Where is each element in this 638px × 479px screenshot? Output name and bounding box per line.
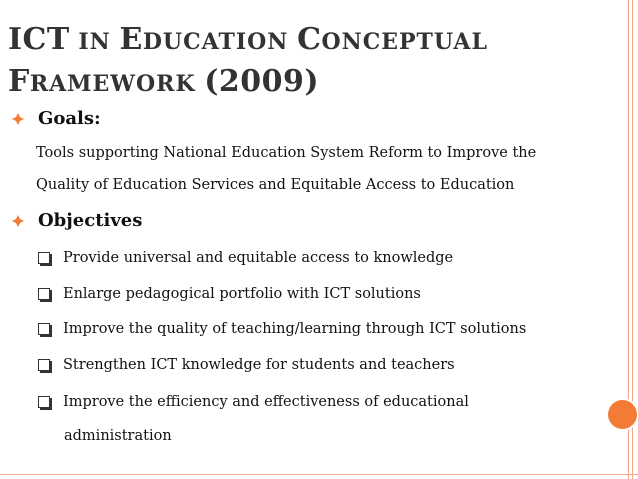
- title-part: E: [119, 22, 143, 57]
- decorative-circle-icon: [608, 400, 637, 429]
- diamond-bullet-icon: [12, 113, 24, 125]
- frame-bottom-line: [0, 474, 638, 475]
- objectives-heading: Objectives: [38, 210, 143, 231]
- objective-text: Provide universal and equitable access to knowledge: [63, 250, 454, 266]
- objective-item: [38, 286, 421, 302]
- objective-item: [38, 250, 453, 266]
- objective-item: [38, 357, 455, 373]
- title-part: (2009): [204, 64, 320, 99]
- title-part: DUCATION: [142, 29, 298, 55]
- objective-text: Enlarge pedagogical portfolio with ICT solutions: [63, 286, 421, 302]
- square-bullet-icon: [38, 359, 50, 371]
- objective-item: [38, 321, 526, 337]
- title-part: C: [297, 22, 322, 57]
- diamond-bullet-icon: [12, 215, 24, 227]
- slide-title: [8, 20, 598, 104]
- title-part: ONCEPTUAL: [321, 29, 488, 55]
- objective-text: Strengthen ICT knowledge for students and teachers: [63, 357, 455, 373]
- goals-heading: Goals:: [38, 108, 101, 129]
- title-part: IN: [69, 29, 120, 55]
- square-bullet-icon: [38, 252, 50, 264]
- objective-item: [38, 394, 469, 410]
- title-part: F: [8, 64, 30, 99]
- square-bullet-icon: [38, 288, 50, 300]
- goals-bullet: [12, 108, 101, 129]
- objectives-bullet: [12, 210, 142, 231]
- goals-text-line: Tools supporting National Education System Reform to Improve the: [36, 145, 537, 161]
- objective-text: Improve the quality of teaching/learning through ICT solutions: [63, 321, 527, 337]
- title-part: RAMEWORK: [29, 71, 205, 97]
- objective-continuation: administration: [64, 428, 172, 444]
- objective-text: Improve the efficiency and effectiveness of educational: [63, 394, 469, 410]
- square-bullet-icon: [38, 396, 50, 408]
- title-part: ICT: [8, 22, 70, 57]
- goals-text-line: Quality of Education Services and Equitable Access to Education: [36, 177, 515, 193]
- square-bullet-icon: [38, 323, 50, 335]
